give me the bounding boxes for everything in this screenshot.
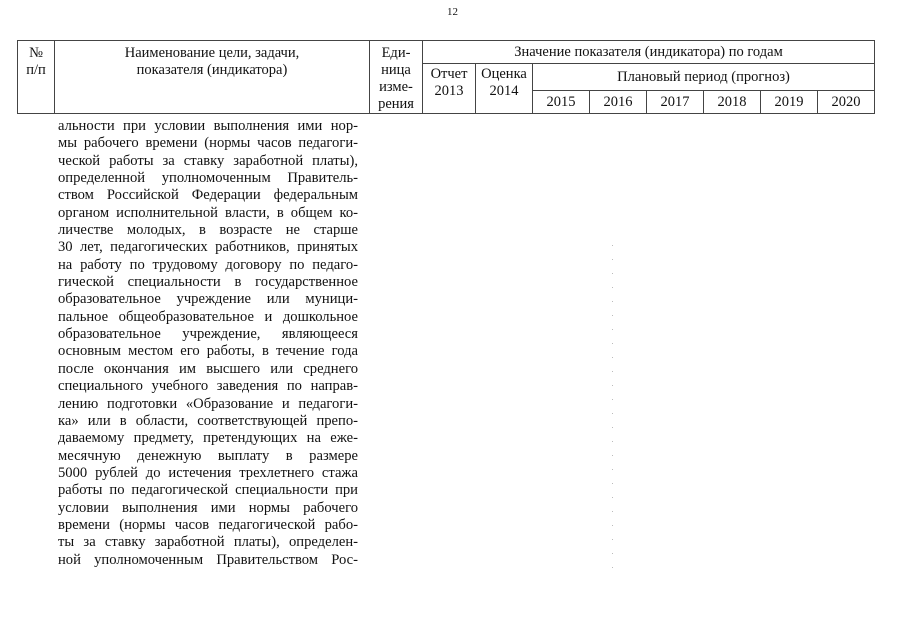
- text-line: времени (нормы часов педагогической рабо-: [58, 516, 358, 533]
- text-line: образовательное учреждение, являющееся: [58, 326, 358, 343]
- year-cell: 2017: [647, 91, 704, 114]
- plan-period-header: Плановый период (прогноз): [533, 64, 875, 91]
- text-line: работы по педагогической специальности при: [58, 482, 358, 499]
- year-cell: 2020: [818, 91, 875, 114]
- column-name-header: [55, 41, 370, 114]
- text-line: определенной уполномоченным Правитель-: [58, 170, 358, 187]
- text-line: ты за ставку заработной платы), определен-: [58, 534, 358, 551]
- scan-artifact: [612, 245, 613, 575]
- text-line: альности при условии выполнения ими нор-: [58, 118, 358, 134]
- text-line: лению подготовки «Образование и педагоги-: [58, 395, 358, 412]
- values-by-year-header: Значение показателя (индикатора) по годам: [423, 41, 875, 64]
- text-line: основным местом его работы, в течение года: [58, 343, 358, 360]
- text-line: образовательное учреждение или муници-: [58, 291, 358, 308]
- text-line: личестве молодых, в возрасте не старше: [58, 222, 358, 239]
- text-line: 5000 рублей до истечения трехлетнего стажа: [58, 464, 358, 481]
- name-line-2: показателя (индикатора): [136, 62, 288, 78]
- text-line: мы рабочего времени (нормы часов педагоги-: [58, 135, 358, 152]
- year-cell: 2019: [761, 91, 818, 114]
- text-line: месячную денежную выплату в размере: [58, 447, 358, 464]
- text-line: даваемому предмету, претендующих на еже-: [58, 430, 358, 447]
- column-unit-header: [370, 41, 423, 114]
- estimate-label: Оценка: [481, 66, 527, 82]
- text-line: после окончания им высшего или среднего: [58, 360, 358, 377]
- number-abbr: п/п: [26, 62, 46, 78]
- text-line: 30 лет, педагогических работников, принятых: [58, 239, 358, 256]
- text-line: ной уполномоченным Правительством Рос-: [58, 551, 358, 568]
- number-sign: №: [29, 45, 43, 61]
- report-year: 2013: [434, 83, 464, 99]
- indicator-table-header: [17, 40, 875, 114]
- year-cell: 2018: [704, 91, 761, 114]
- page-number: 12: [447, 6, 458, 18]
- unit-line-2: ница: [381, 62, 411, 78]
- estimate-year: 2014: [489, 83, 519, 99]
- name-line-1: Наименование цели, задачи,: [124, 45, 300, 61]
- column-report-header: [423, 64, 476, 114]
- column-estimate-header: [476, 64, 533, 114]
- text-line: ка» или в области, соответствующей препо-: [58, 412, 358, 429]
- indicator-description: [58, 118, 358, 569]
- text-line: специального учебного заведения по направ-: [58, 378, 358, 395]
- text-line: пальное общеобразовательное и дошкольное: [58, 308, 358, 325]
- text-line: гической специальности в государственное: [58, 274, 358, 291]
- unit-line-3: изме-: [379, 79, 413, 95]
- report-label: Отчет: [430, 66, 468, 82]
- text-line: условии выполнения ими нормы рабочего: [58, 499, 358, 516]
- text-line: на работу по трудовому договору по педаго-: [58, 256, 358, 273]
- year-cell: 2016: [590, 91, 647, 114]
- text-line: ством Российской Федерации федеральным: [58, 187, 358, 204]
- unit-line-4: рения: [378, 96, 414, 112]
- year-cell: 2015: [533, 91, 590, 114]
- column-number-header: [18, 41, 55, 114]
- text-line: органом исполнительной власти, в общем ко-: [58, 204, 358, 221]
- unit-line-1: Еди-: [381, 45, 411, 61]
- text-line: ческой работы за ставку заработной платы),: [58, 152, 358, 169]
